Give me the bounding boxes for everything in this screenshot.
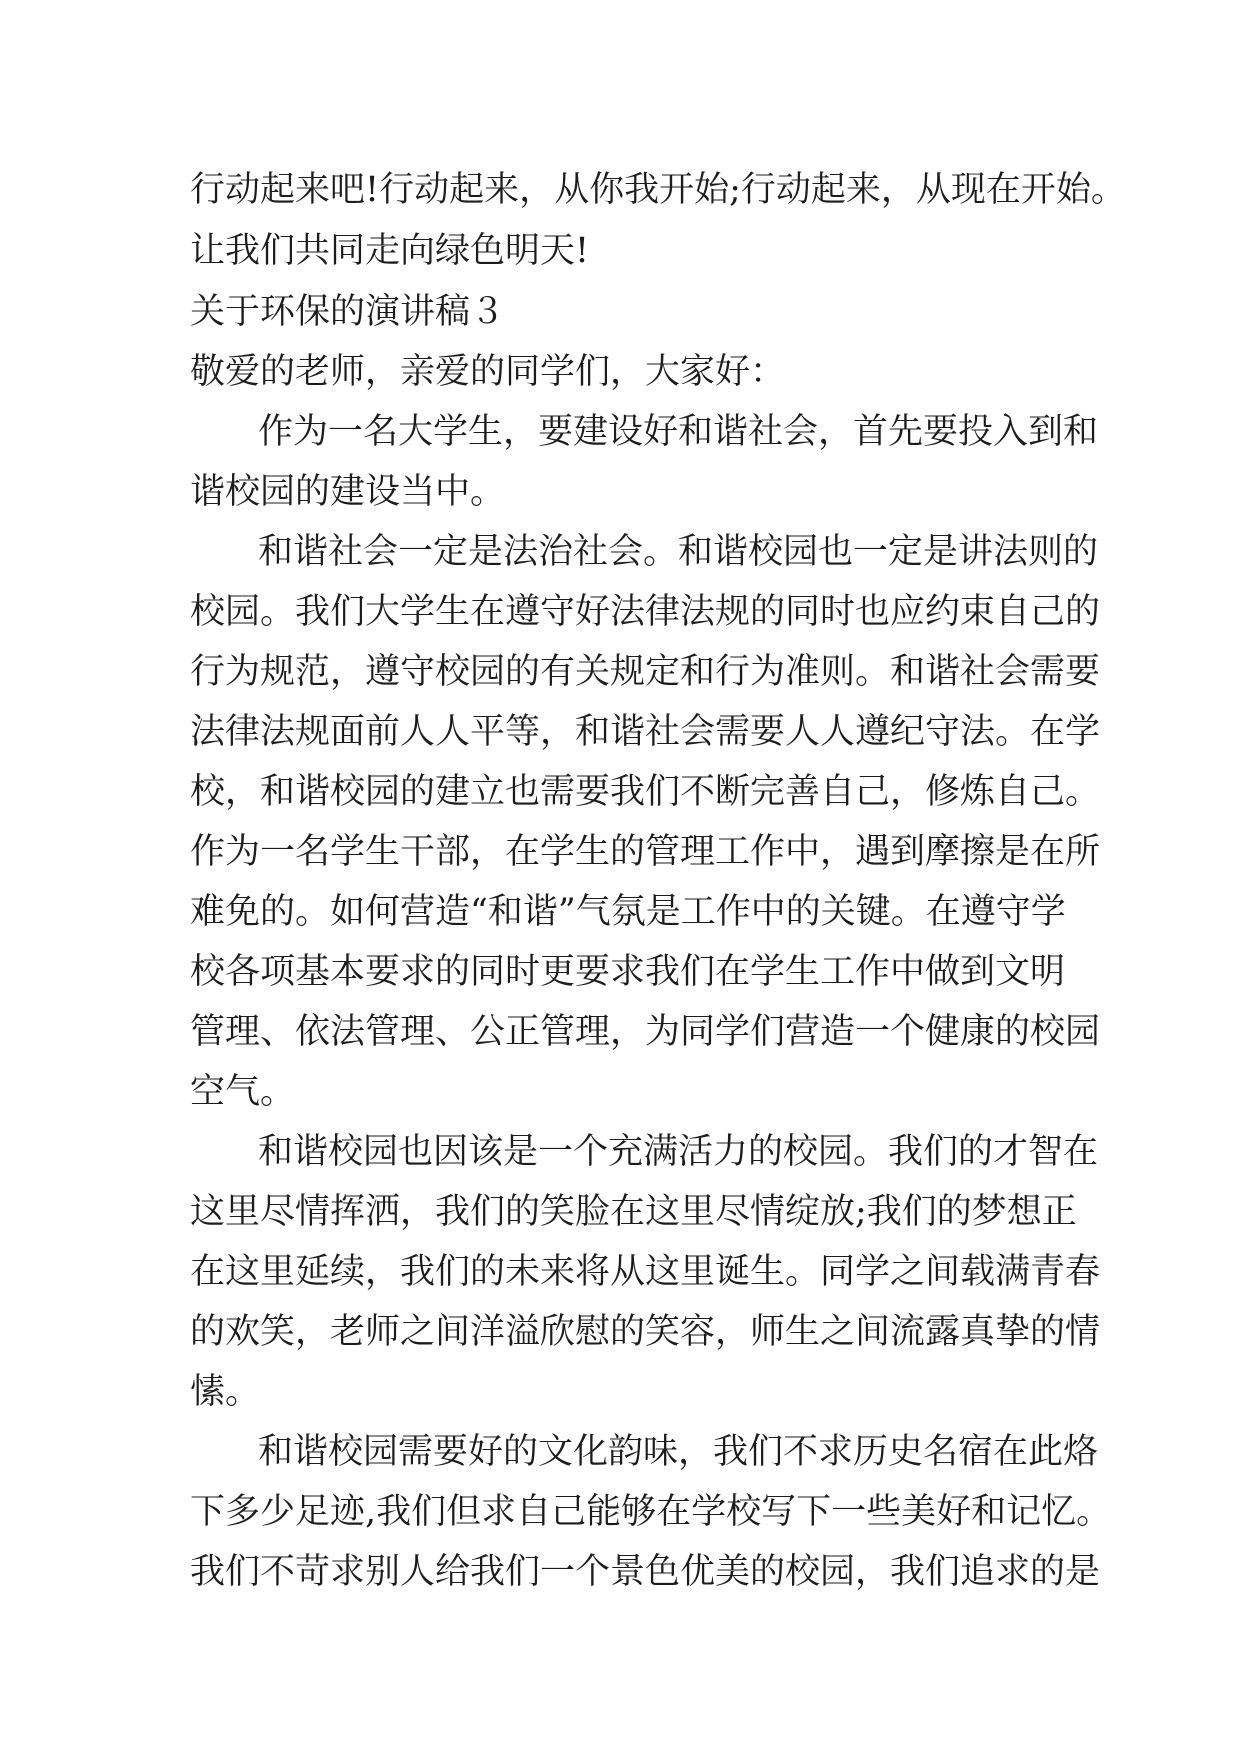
- paragraph-line: 和谐社会一定是法治社会。和谐校园也一定是讲法则的: [258, 532, 1099, 572]
- paragraph-line: 作为一名大学生，要建设好和谐社会，首先要投入到和: [258, 412, 1099, 452]
- paragraph-line: 谐校园的建设当中。: [190, 472, 506, 512]
- paragraph-line: 愫。: [190, 1372, 261, 1412]
- paragraph-line: 管理、依法管理、公正管理，为同学们营造一个健康的校园: [190, 1012, 1101, 1052]
- paragraph-line: 校各项基本要求的同时更要求我们在学生工作中做到文明: [190, 952, 1066, 992]
- paragraph-line: 这里尽情挥洒，我们的笑脸在这里尽情绽放;我们的梦想正: [190, 1192, 1077, 1232]
- paragraph-line: 和谐校园需要好的文化韵味，我们不求历史名宿在此烙: [258, 1432, 1099, 1472]
- paragraph-line: 的欢笑，老师之间洋溢欣慰的笑容，师生之间流露真挚的情: [190, 1312, 1101, 1352]
- paragraph-line: 校园。我们大学生在遵守好法律法规的同时也应约束自己的: [190, 592, 1101, 632]
- paragraph-line: 空气。: [190, 1072, 296, 1112]
- paragraph-line: 我们不苛求别人给我们一个景色优美的校园，我们追求的是: [190, 1552, 1101, 1592]
- paragraph-line: 和谐校园也因该是一个充满活力的校园。我们的才智在: [258, 1132, 1099, 1172]
- paragraph-line: 校，和谐校园的建立也需要我们不断完善自己，修炼自己。: [190, 772, 1101, 812]
- section-title: 关于环保的演讲稿３: [190, 292, 506, 332]
- paragraph-line: 作为一名学生干部，在学生的管理工作中，遇到摩擦是在所: [190, 832, 1101, 872]
- salutation: 敬爱的老师，亲爱的同学们，大家好：: [190, 352, 786, 392]
- text-line: 行动起来吧!行动起来，从你我开始;行动起来，从现在开始。: [190, 170, 1126, 210]
- paragraph-line: 下多少足迹,我们但求自己能够在学校写下一些美好和记忆。: [190, 1492, 1112, 1532]
- paragraph-line: 行为规范，遵守校园的有关规定和行为准则。和谐社会需要: [190, 652, 1101, 692]
- paragraph-line: 法律法规面前人人平等，和谐社会需要人人遵纪守法。在学: [190, 712, 1101, 752]
- paragraph-line: 难免的。如何营造“和谐”气氛是工作中的关键。在遵守学: [190, 892, 1066, 932]
- paragraph-line: 在这里延续，我们的未来将从这里诞生。同学之间载满青春: [190, 1252, 1101, 1292]
- text-line: 让我们共同走向绿色明天!: [190, 231, 590, 271]
